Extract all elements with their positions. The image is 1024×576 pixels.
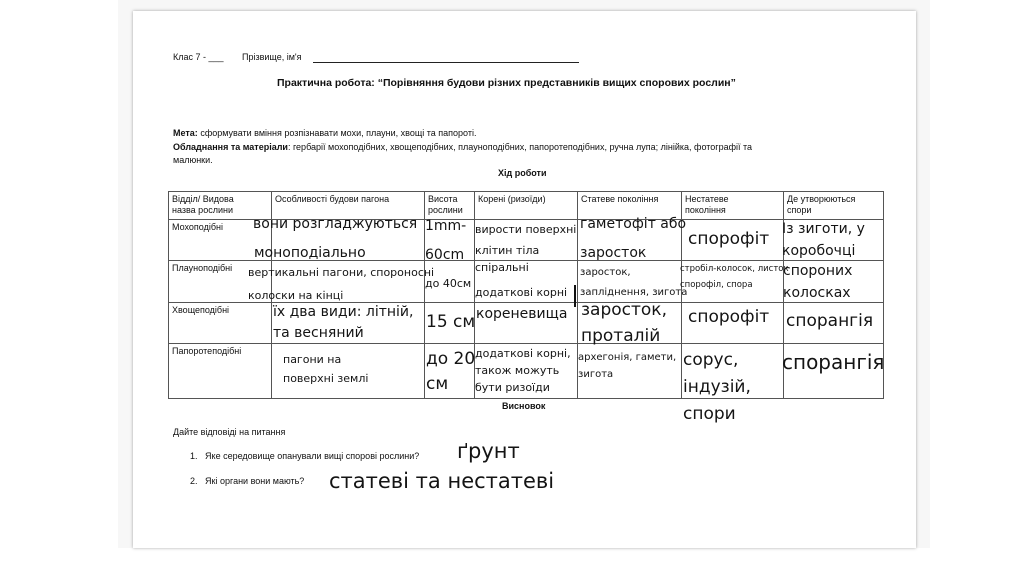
fern-spores-answer: спорангія bbox=[782, 350, 885, 374]
header-cell: Де утворюються спори bbox=[784, 192, 884, 220]
lyco-asexual-answer: стробіл-колосок, листок bbox=[680, 264, 789, 274]
question-1 bbox=[190, 451, 419, 461]
horse-asexual-answer: спорофіт bbox=[688, 307, 770, 327]
moss-shoot-answer: вони розгладжуються bbox=[253, 216, 418, 232]
lyco-roots-answer: спіральні bbox=[475, 261, 529, 274]
group-cell: Папоротеподібні bbox=[169, 344, 272, 399]
lyco-shoot-answer: вертикальні пагони, спороносні bbox=[248, 266, 435, 279]
equipment-text-cont: малюнки. bbox=[173, 155, 213, 165]
moss-shoot-answer-2: моноподіально bbox=[254, 245, 366, 261]
procedure-heading: Хід роботи bbox=[498, 168, 547, 178]
moss-height-answer: 1mm- bbox=[425, 218, 467, 234]
fern-roots-answer: додаткові корні, bbox=[475, 347, 571, 360]
answer-2: статеві та нестатеві bbox=[329, 469, 555, 493]
conclusion-heading: Висновок bbox=[502, 401, 546, 411]
header-cell: Корені (ризоїди) bbox=[475, 192, 578, 220]
moss-asexual-answer: спорофіт bbox=[688, 229, 770, 249]
moss-spores-answer-2: коробочці bbox=[782, 243, 856, 259]
fern-height-answer-2: см bbox=[426, 374, 449, 394]
pen-mark bbox=[574, 285, 576, 307]
question-number: 2. bbox=[190, 476, 198, 486]
horse-sexual-answer: заросток, bbox=[581, 300, 667, 320]
fern-roots-answer-2: також можуть bbox=[475, 364, 560, 377]
header-cell: Особливості будови пагона bbox=[272, 192, 425, 220]
fern-shoot-answer: пагони на bbox=[283, 353, 342, 366]
lyco-roots-answer-2: додаткові корні bbox=[475, 286, 568, 299]
equipment-text: : гербарії мохоподібних, хвощеподібних, плауноподібних, папоротеподібних, ручна лупа; лінійка, фотографії та bbox=[287, 142, 753, 152]
fern-shoot-answer-2: поверхні землі bbox=[283, 372, 369, 385]
name-label: Прізвище, ім'я bbox=[242, 52, 302, 62]
moss-sexual-answer: гаметофіт або bbox=[580, 216, 687, 232]
goal-label: Мета: bbox=[173, 128, 198, 138]
lyco-spores-answer-2: колосках bbox=[783, 285, 851, 301]
group-cell: Плауноподібні bbox=[169, 261, 272, 303]
question-text: Які органи вони мають? bbox=[205, 476, 305, 486]
lyco-shoot-answer-2: колоски на кінці bbox=[248, 289, 344, 302]
horse-sexual-answer-2: проталій bbox=[581, 326, 661, 346]
equipment-label: Обладнання та матеріали bbox=[173, 142, 288, 152]
moss-roots-answer: вирости поверхні bbox=[475, 223, 577, 236]
group-cell: Хвощеподібні bbox=[169, 303, 272, 344]
name-underline bbox=[313, 62, 579, 63]
worksheet-title: Практична робота: “Порівняння будови різних представників вищих спорових рослин” bbox=[277, 77, 736, 89]
header-cell: Статеве покоління bbox=[578, 192, 682, 220]
question-number: 1. bbox=[190, 451, 198, 461]
header-cell: Нестатеве покоління bbox=[682, 192, 784, 220]
fern-asexual-answer-3: спори bbox=[683, 404, 736, 424]
header-cell: Відділ/ Видова назва рослини bbox=[169, 192, 272, 220]
lyco-sexual-answer: заросток, bbox=[580, 267, 631, 278]
moss-height-answer-2: 60cm bbox=[425, 247, 465, 263]
lyco-sexual-answer-2: запліднення, зигота bbox=[580, 287, 688, 298]
lyco-asexual-answer-2: спорофіл, спора bbox=[680, 280, 753, 290]
horse-shoot-answer-2: та весняний bbox=[273, 325, 364, 341]
horse-spores-answer: спорангія bbox=[786, 311, 874, 331]
goal-line bbox=[173, 128, 476, 138]
answer-prompt: Дайте відповіді на питання bbox=[173, 427, 286, 437]
group-cell: Мохоподібні bbox=[169, 220, 272, 261]
horse-shoot-answer: їх два види: літній, bbox=[273, 304, 414, 320]
fern-asexual-answer-2: індузій, bbox=[683, 377, 751, 397]
goal-text: сформувати вміння розпізнавати мохи, плауни, хвощі та папороті. bbox=[200, 128, 477, 138]
fern-sexual-answer-2: зигота bbox=[578, 369, 614, 380]
fern-sexual-answer: архегонія, гамети, bbox=[578, 352, 677, 363]
answer-1: ґрунт bbox=[457, 439, 520, 463]
equipment-line bbox=[173, 142, 752, 152]
moss-sexual-answer-2: заросток bbox=[580, 245, 647, 261]
lyco-spores-answer: спороних bbox=[783, 263, 853, 279]
class-label: Клас 7 - ___ bbox=[173, 52, 224, 62]
moss-roots-answer-2: клітин тіла bbox=[475, 244, 540, 257]
horse-height-answer: 15 см bbox=[426, 312, 476, 332]
moss-spores-answer: Із зиготи, у bbox=[782, 221, 865, 237]
lyco-height-answer: до 40см bbox=[425, 277, 472, 290]
question-2 bbox=[190, 476, 304, 486]
question-text: Яке середовище опанували вищі спорові рослини? bbox=[205, 451, 420, 461]
header-cell: Висота рослини bbox=[425, 192, 475, 220]
fern-roots-answer-3: бути ризоїди bbox=[475, 381, 550, 394]
fern-asexual-answer: сорус, bbox=[683, 350, 739, 370]
fern-height-answer: до 20 bbox=[426, 349, 476, 369]
horse-roots-answer: кореневища bbox=[476, 306, 568, 322]
